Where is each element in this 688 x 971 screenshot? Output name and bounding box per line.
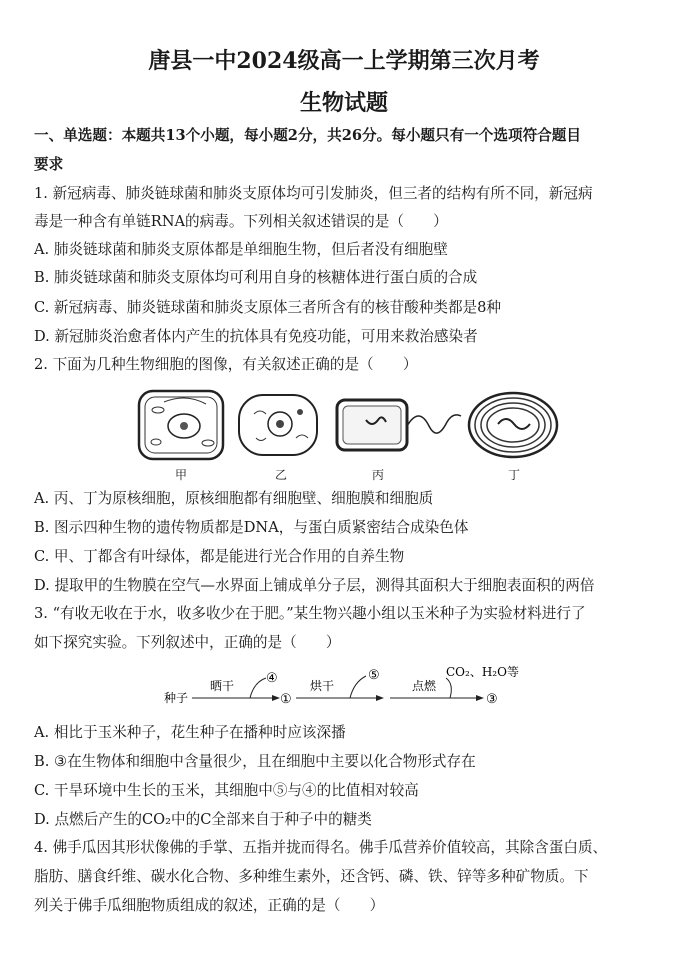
flow-number-1: ① [280, 692, 292, 707]
q4-stem-line2: 脂肪、膳食纤维、碳水化合物、多种维生素外，还含钙、磷、铁、锌等多种矿物质。下 [34, 868, 589, 885]
q1-option-a: A. 肺炎链球菌和肺炎支原体都是单细胞生物，但后者没有细胞壁 [34, 241, 448, 258]
q2-option-c: C. 甲、丁都含有叶绿体，都是能进行光合作用的自养生物 [34, 548, 405, 565]
q3-option-d: D. 点燃后产生的CO₂中的C全部来自于种子中的糖类 [34, 811, 372, 828]
section-heading-line1: 一、单选题：本题共13个小题，每小题2分，共26分。每小题只有一个选项符合题目 [34, 127, 581, 144]
figure-label-jia: 甲 [175, 468, 188, 482]
experiment-flow-diagram [150, 662, 550, 710]
q2-option-a: A. 丙、丁为原核细胞，原核细胞都有细胞壁、细胞膜和细胞质 [34, 490, 434, 507]
q2-stem: 2. 下面为几种生物细胞的图像，有关叙述正确的是（ ） [34, 356, 418, 373]
q1-option-c: C. 新冠病毒、肺炎链球菌和肺炎支原体三者所含有的核苷酸种类都是8种 [34, 299, 502, 316]
flow-products: CO₂、H₂O等 [446, 665, 519, 679]
q1-option-b: B. 肺炎链球菌和肺炎支原体均可利用自身的核糖体进行蛋白质的合成 [34, 269, 478, 286]
q3-option-c: C. 干旱环境中生长的玉米，其细胞中⑤与④的比值相对较高 [34, 782, 419, 799]
q1-option-d: D. 新冠肺炎治愈者体内产生的抗体具有免疫功能，可用来救治感染者 [34, 328, 478, 345]
flow-seed-label: 种子 [164, 691, 189, 705]
q2-option-b: B. 图示四种生物的遗传物质都是DNA，与蛋白质紧密结合成染色体 [34, 519, 469, 536]
q1-stem-line2: 毒是一种含有单链RNA的病毒。下列相关叙述错误的是（ ） [34, 213, 448, 230]
cyanobacterium-figure [466, 390, 560, 460]
q3-stem-line1: 3. “有收无收在于水，收多收少在于肥。”某生物兴趣小组以玉米种子为实验材料进行了 [34, 605, 586, 622]
q2-option-d: D. 提取甲的生物膜在空气—水界面上铺成单分子层，测得其面积大于细胞表面积的两倍 [34, 577, 595, 594]
flow-number-4: ④ [266, 671, 278, 686]
exam-title: 唐县一中2024级高一上学期第三次月考 [148, 48, 540, 74]
flow-number-5: ⑤ [368, 668, 380, 683]
q4-stem-line3: 列关于佛手瓜细胞物质组成的叙述，正确的是（ ） [34, 897, 385, 914]
animal-cell-figure [236, 392, 320, 458]
q4-stem-line1: 4. 佛手瓜因其形状像佛的手掌、五指并拢而得名。佛手瓜营养价值较高，其除含蛋白质、 [34, 839, 608, 856]
bacterium-figure [334, 396, 464, 456]
flow-number-3: ③ [486, 692, 498, 707]
plant-cell-figure [136, 388, 226, 464]
flow-step-dry-oven: 烘干 [310, 679, 335, 693]
exam-subtitle: 生物试题 [299, 90, 388, 116]
figure-label-ding: 丁 [508, 468, 521, 482]
figure-label-yi: 乙 [275, 468, 288, 482]
q3-option-a: A. 相比于玉米种子，花生种子在播种时应该深播 [34, 724, 346, 741]
figure-label-bing: 丙 [372, 468, 385, 482]
q3-option-b: B. ③在生物体和细胞中含量很少，且在细胞中主要以化合物形式存在 [34, 753, 476, 770]
flow-step-dry-sun: 晒干 [210, 679, 235, 693]
section-heading-line2: 要求 [34, 156, 64, 173]
flow-step-ignite: 点燃 [412, 679, 437, 693]
q1-stem-line1: 1. 新冠病毒、肺炎链球菌和肺炎支原体均可引发肺炎，但三者的结构有所不同，新冠病 [34, 185, 593, 202]
q3-stem-line2: 如下探究实验。下列叙述中，正确的是（ ） [34, 634, 341, 651]
